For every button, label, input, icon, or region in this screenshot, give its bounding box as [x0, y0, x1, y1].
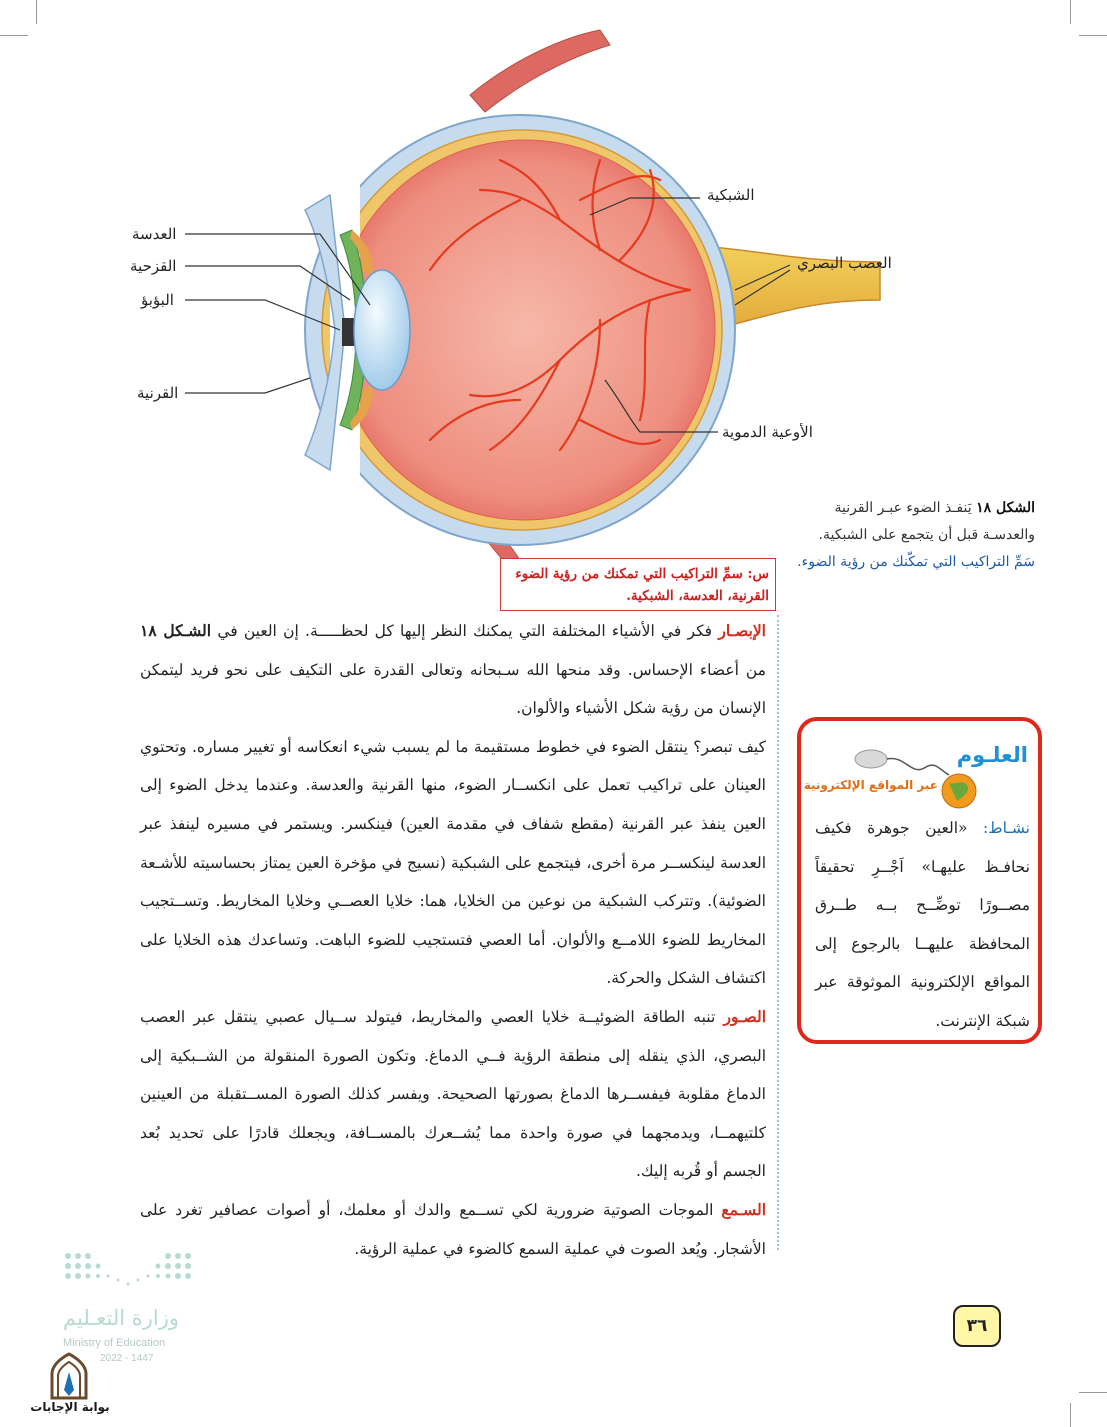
term-vision: الإبصـار	[718, 621, 766, 640]
paragraph-hearing-text: الموجات الصوتية ضرورية لكي تســمع والدك أو معلمك، أو أصوات عصافير تغرد على الأشجار. ويُعد الصوت في عملية السمع كالضوء في عملية الرؤية.	[140, 1200, 766, 1258]
science-online-box	[797, 717, 1042, 1044]
answer-text: القرنية، العدسة، الشبكية.	[626, 588, 769, 604]
label-pupil: البؤبؤ	[141, 291, 174, 309]
paragraph-how-see: كيف تبصر؟ ينتقل الضوء في خطوط مستقيمة ما لم يسبب شيء انعكاسه أو تغيير مساره. وتحتوي العينان على تراكيب تعمل على انكســار الضوء، منها القرنية والعدسة. وعندما يدخل الضوء إلى العين ينفذ عبر القرنية (مقطع شفاف في مقدمة العين) فينكسر. ويستمر في مسيره لينفذ عبر العدسة لينكســر مرة أخرى، فيتجمع على الشبكية (نسيج في مؤخرة العين يمتاز بحساسيته للأشـعة الضوئية). وتتركب الشبكية من نوعين من الخلايا، هما: خلايا العصــي وخلايا المخاريط. وتســتجيب المخاريط للضوء اللامــع والألوان. أما العصي فتستجيب للضوء الباهت. وتساعدك هذه الخلايا على اكتشاف الشكل والحركة.	[140, 737, 766, 988]
figure-number: الشكل ١٨	[976, 500, 1035, 516]
paragraph-vision	[140, 612, 766, 728]
portal-watermark-text: بوابة الإجابات	[30, 1400, 110, 1414]
answer-box	[500, 558, 776, 611]
label-retina: الشبكية	[707, 186, 755, 204]
paragraph-images	[140, 998, 766, 1191]
figure-reference: الشـكل ١٨	[140, 621, 212, 640]
page-number: ٣٦	[953, 1305, 1001, 1347]
activity-text: «العين جوهرة فكيف نحافـظ عليهـا» اَجْــرِ تحقيقاً مصــورًا توضِّــح بــه طــرق المحافظة عليهــا بالرجوع إلى المواقع الإلكترونية الموثوقة عبر شبكة الإنترنت.	[815, 819, 1030, 1030]
ministry-year: 2022 - 1447	[100, 1353, 154, 1364]
paragraph-images-text: تنبه الطاقة الضوئيــة خلايا العصي والمخاريط، فيتولد ســيال عصبي ينتقل عبر العصب البصري، الذي ينقله إلى منطقة الرؤية فــي الدماغ. وتكون الصورة المنقولة من الشــبكية إلى الدماغ مقلوبة فيفســرها الدماغ بصورتها الصحيحة. ويفسر كذلك الصورة المســتقبلة من العينين كلتيهمــا، ويدمجهما في صورة واحدة مما يُشــعرك بالمســافة، ويجعلك قادرًا على تحديد بُعد الجسم أو قُربه إليك.	[140, 1007, 766, 1181]
answer-question: س: سمِّ التراكيب التي تمكنك من رؤية الضوء	[515, 566, 769, 582]
paragraph-vision-a: فكر في الأشياء المختلفة التي يمكنك النظر إليها كل لحظـــــة. إن العين في	[217, 622, 713, 640]
web-activity	[815, 809, 1030, 1040]
term-hearing: السـمع	[721, 1199, 766, 1219]
portal-logo-icon	[30, 1350, 108, 1427]
caption-text: يَنفـذ الضوء عبـر القرنية والعدسـة قبل أن يتجمع على الشبكية.	[818, 500, 1035, 543]
margin-dotted-line	[777, 615, 779, 1250]
body-text	[140, 612, 766, 1268]
label-blood-vessels: الأوعية الدموية	[722, 423, 813, 441]
label-lens: العدسة	[132, 225, 177, 243]
caption-question: سَمِّ التراكيب التي تمكّنك من رؤية الضوء.	[797, 554, 1035, 570]
label-iris: القزحية	[130, 257, 177, 275]
term-images: الصـور	[723, 1006, 767, 1026]
ministry-arabic-name: وزارة التعـليم	[63, 1306, 180, 1330]
web-box-title: العلـوم	[956, 743, 1028, 767]
ministry-english-name: Ministry of Education	[63, 1337, 166, 1349]
figure-caption	[790, 495, 1035, 576]
web-box-subtitle: عبر المواقع الإلكترونية	[803, 778, 938, 792]
label-optic-nerve: العصب البصري	[797, 254, 892, 272]
activity-label: نشـاط:	[983, 819, 1030, 837]
paragraph-hearing	[140, 1191, 766, 1268]
label-cornea: القرنية	[137, 384, 179, 402]
paragraph-vision-b: من أعضاء الإحساس. وقد منحها الله سـبحانه وتعالى القدرة على التكيف على نحو فريد ليتمكن الإنسان من رؤية شكل الأشياء والألوان.	[140, 660, 766, 718]
